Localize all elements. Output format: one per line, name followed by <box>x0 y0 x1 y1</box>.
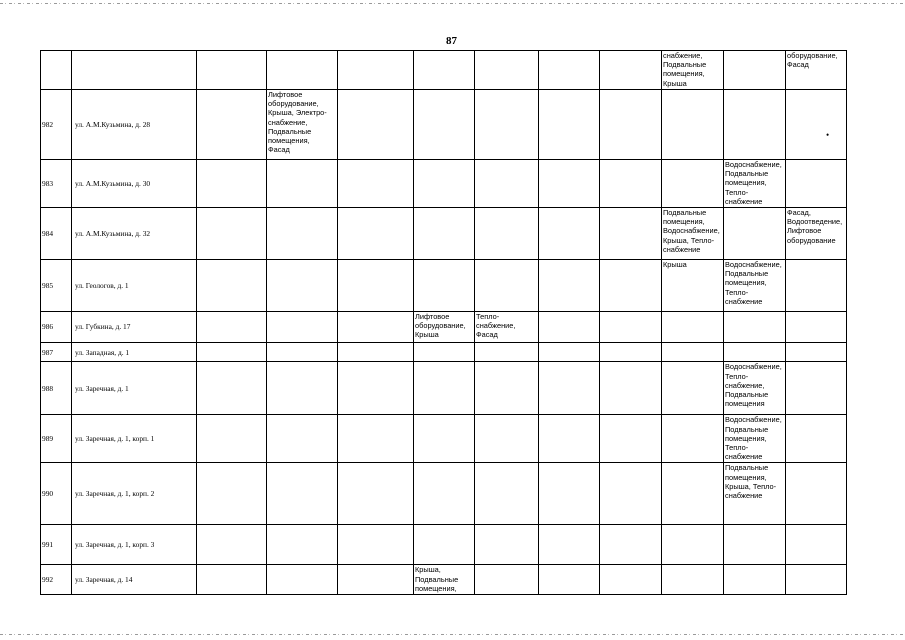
work-type-cell <box>539 208 600 260</box>
work-type-cell <box>600 362 662 415</box>
work-type-cell <box>539 51 600 90</box>
work-type-cell <box>267 362 338 415</box>
work-type-cell <box>600 160 662 208</box>
work-type-cell <box>475 565 539 595</box>
row-address: ул. А.М.Кузьмина, д. 28 <box>72 90 197 160</box>
work-type-cell <box>414 160 475 208</box>
work-type-cell <box>414 343 475 362</box>
work-type-cell: Подвальные помещения, Водоснабжение, Крыша, Тепло- снабжение <box>662 208 724 260</box>
work-type-cell <box>539 90 600 160</box>
work-type-cell <box>414 90 475 160</box>
work-type-cell <box>786 260 847 312</box>
row-number: 983 <box>41 160 72 208</box>
page-number: 87 <box>446 35 457 47</box>
work-type-cell <box>724 51 786 90</box>
work-type-cell <box>539 343 600 362</box>
work-type-cell <box>475 260 539 312</box>
work-type-cell <box>267 565 338 595</box>
work-type-cell <box>539 160 600 208</box>
row-number: 988 <box>41 362 72 415</box>
work-type-cell <box>414 415 475 463</box>
table-row <box>41 343 847 362</box>
row-address: ул. Заречная, д. 14 <box>72 565 197 595</box>
work-type-cell <box>197 51 267 90</box>
work-type-cell <box>338 51 414 90</box>
row-address: ул. Заречная, д. 1, корп. 1 <box>72 415 197 463</box>
row-number: 987 <box>41 343 72 362</box>
work-type-cell <box>600 51 662 90</box>
row-address: ул. Заречная, д. 1, корп. 3 <box>72 525 197 565</box>
work-type-cell <box>338 343 414 362</box>
work-type-cell: Подвальные помещения, Крыша, Тепло- снабжение <box>724 463 786 525</box>
work-type-cell <box>662 312 724 343</box>
work-type-cell <box>724 90 786 160</box>
work-type-cell <box>475 525 539 565</box>
work-type-cell <box>662 463 724 525</box>
table-row <box>41 362 847 415</box>
stray-mark: • <box>826 130 830 140</box>
work-type-cell <box>414 463 475 525</box>
row-address: ул. Заречная, д. 1 <box>72 362 197 415</box>
row-address: ул. А.М.Кузьмина, д. 30 <box>72 160 197 208</box>
work-type-cell: снабжение, Подвальные помещения, Крыша <box>662 51 724 90</box>
work-type-cell <box>662 343 724 362</box>
work-type-cell <box>475 208 539 260</box>
work-type-cell <box>197 90 267 160</box>
row-number: 990 <box>41 463 72 525</box>
work-type-cell <box>662 525 724 565</box>
work-type-cell: оборудование, Фасад <box>786 51 847 90</box>
row-address: ул. Губкина, д. 17 <box>72 312 197 343</box>
table-row <box>41 160 847 208</box>
work-type-cell <box>197 260 267 312</box>
work-type-cell <box>539 463 600 525</box>
work-type-cell: Водоснабжение, Подвальные помещения, Тепло- снабжение <box>724 415 786 463</box>
work-type-cell <box>414 51 475 90</box>
work-type-cell <box>414 260 475 312</box>
work-type-cell <box>475 415 539 463</box>
work-type-cell <box>724 312 786 343</box>
work-type-cell <box>267 260 338 312</box>
work-type-cell: Лифтовое оборудование, Крыша <box>414 312 475 343</box>
work-type-cell <box>600 208 662 260</box>
work-type-cell <box>724 343 786 362</box>
work-type-cell <box>600 415 662 463</box>
work-type-cell <box>475 160 539 208</box>
work-type-cell: Фасад, Водоотведение, Лифтовое оборудование <box>786 208 847 260</box>
row-number: 985 <box>41 260 72 312</box>
work-type-cell <box>539 525 600 565</box>
work-type-cell <box>600 525 662 565</box>
work-type-cell <box>414 362 475 415</box>
work-type-cell: Крыша <box>662 260 724 312</box>
work-type-cell <box>539 312 600 343</box>
row-address: ул. Геологов, д. 1 <box>72 260 197 312</box>
work-type-cell <box>786 565 847 595</box>
work-type-cell <box>197 343 267 362</box>
work-type-cell <box>475 343 539 362</box>
work-type-cell <box>197 362 267 415</box>
work-type-cell <box>414 208 475 260</box>
work-type-cell <box>539 260 600 312</box>
table-row <box>41 525 847 565</box>
work-type-cell <box>267 343 338 362</box>
scan-artifact-bottom <box>0 634 905 635</box>
work-type-cell <box>786 362 847 415</box>
work-type-cell <box>338 362 414 415</box>
work-type-cell <box>786 160 847 208</box>
work-type-cell <box>338 525 414 565</box>
work-type-cell <box>338 208 414 260</box>
work-type-cell <box>475 51 539 90</box>
row-number: 992 <box>41 565 72 595</box>
table-row <box>41 90 847 160</box>
table-row <box>41 260 847 312</box>
work-type-cell <box>338 260 414 312</box>
work-type-cell: Тепло- снабжение, Фасад <box>475 312 539 343</box>
work-type-cell <box>267 463 338 525</box>
work-type-cell <box>197 208 267 260</box>
work-type-cell <box>662 160 724 208</box>
table-row <box>41 312 847 343</box>
work-type-cell <box>197 565 267 595</box>
row-number: 989 <box>41 415 72 463</box>
work-type-cell <box>724 208 786 260</box>
work-type-cell <box>338 90 414 160</box>
work-type-cell <box>267 312 338 343</box>
work-type-cell <box>662 565 724 595</box>
work-type-cell <box>724 525 786 565</box>
work-type-cell <box>539 362 600 415</box>
work-type-cell <box>267 51 338 90</box>
work-type-cell <box>724 565 786 595</box>
work-type-cell: Водоснабжение, Тепло- снабжение, Подвальные помещения <box>724 362 786 415</box>
work-type-cell: Крыша, Подвальные помещения, <box>414 565 475 595</box>
work-type-cell <box>662 415 724 463</box>
work-type-cell <box>338 160 414 208</box>
table-row <box>41 208 847 260</box>
work-type-cell <box>600 463 662 525</box>
scan-artifact-top <box>0 3 905 4</box>
table-row <box>41 51 847 90</box>
work-type-cell <box>786 463 847 525</box>
work-type-cell <box>267 415 338 463</box>
work-type-cell <box>197 312 267 343</box>
table-row <box>41 565 847 595</box>
work-type-cell <box>539 565 600 595</box>
work-type-cell <box>475 463 539 525</box>
work-type-cell <box>600 565 662 595</box>
row-address <box>72 51 197 90</box>
work-type-cell <box>662 90 724 160</box>
work-type-cell <box>338 463 414 525</box>
work-type-cell <box>197 160 267 208</box>
work-type-cell <box>267 160 338 208</box>
work-type-cell <box>475 362 539 415</box>
work-type-cell <box>786 415 847 463</box>
work-type-cell <box>267 208 338 260</box>
row-address: ул. А.М.Кузьмина, д. 32 <box>72 208 197 260</box>
work-type-cell <box>197 415 267 463</box>
work-type-cell <box>662 362 724 415</box>
work-type-cell: Водоснабжение, Подвальные помещения, Тепло- снабжение <box>724 160 786 208</box>
work-type-cell <box>600 312 662 343</box>
work-type-cell <box>786 90 847 160</box>
row-number <box>41 51 72 90</box>
work-type-cell: Водоснабжение, Подвальные помещения, Тепло- снабжение <box>724 260 786 312</box>
work-type-cell <box>197 463 267 525</box>
work-type-cell <box>786 343 847 362</box>
work-type-cell <box>267 525 338 565</box>
work-type-cell <box>197 525 267 565</box>
row-number: 991 <box>41 525 72 565</box>
row-address: ул. Заречная, д. 1, корп. 2 <box>72 463 197 525</box>
work-type-cell <box>600 343 662 362</box>
work-type-cell: Лифтовое оборудование, Крыша, Электро- снабжение, Подвальные помещения, Фасад <box>267 90 338 160</box>
repair-schedule-table <box>40 50 847 595</box>
work-type-cell <box>338 415 414 463</box>
work-type-cell <box>786 525 847 565</box>
table-row <box>41 415 847 463</box>
work-type-cell <box>475 90 539 160</box>
row-address: ул. Западная, д. 1 <box>72 343 197 362</box>
row-number: 982 <box>41 90 72 160</box>
work-type-cell <box>338 312 414 343</box>
work-type-cell <box>338 565 414 595</box>
work-type-cell <box>539 415 600 463</box>
work-type-cell <box>786 312 847 343</box>
row-number: 986 <box>41 312 72 343</box>
row-number: 984 <box>41 208 72 260</box>
work-type-cell <box>414 525 475 565</box>
work-type-cell <box>600 260 662 312</box>
work-type-cell <box>600 90 662 160</box>
table-row <box>41 463 847 525</box>
